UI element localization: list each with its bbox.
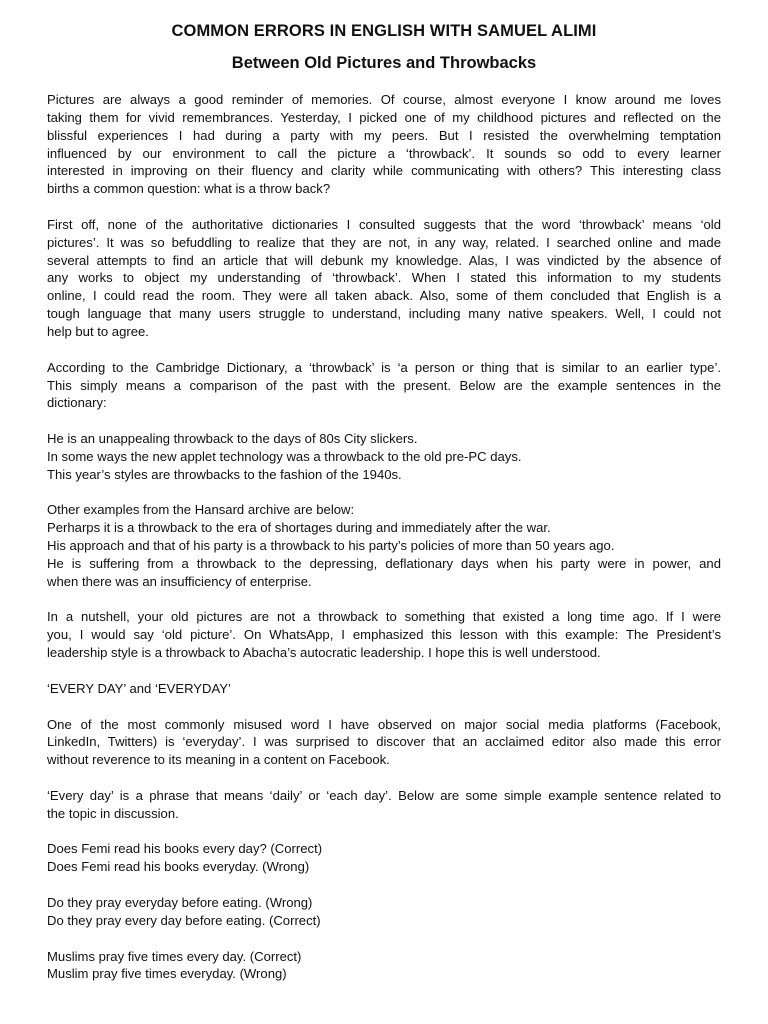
example-sentence: Perharps it is a throwback to the era of shortages during and immediately after the war. <box>47 520 551 536</box>
example-sentence: when there was an insufficiency of enterprise. <box>47 573 312 589</box>
hansard-examples <box>47 501 721 590</box>
document-title: COMMON ERRORS IN ENGLISH WITH SAMUEL ALIMI <box>171 22 597 40</box>
paragraph-line: interested in improving on their fluency and clarity while communicating with others? This interesting class <box>47 163 721 179</box>
example-sentence: Do they pray everyday before eating. (Wrong) <box>47 894 313 910</box>
example-sentence: He is an unappealing throwback to the days of 80s City slickers. <box>47 431 418 447</box>
example-sentence: Does Femi read his books everyday. (Wrong) <box>47 859 310 875</box>
example-sentence: He is suffering from a throwback to the depressing, deflationary days when his party were in power, and <box>47 555 721 571</box>
paragraph-line: taking them for vivid remembrances. Yesterday, I picked one of my childhood pictures and reflected on the <box>47 109 721 125</box>
section-heading: ‘EVERY DAY’ and ‘EVERYDAY’ <box>47 680 231 696</box>
example-pair <box>47 948 721 984</box>
paragraph-line: LinkedIn, Twitters) is ‘everyday’. I was surprised to discover that an acclaimed editor also made this error <box>47 734 721 750</box>
paragraph-line: According to the Cambridge Dictionary, a ‘throwback’ is ‘a person or thing that is similar to an earlier type’. <box>47 359 721 375</box>
example-sentence: Do they pray every day before eating. (Correct) <box>47 912 321 928</box>
paragraph-line: leadership style is a throwback to Abacha’s autocratic leadership. I hope this is well understood. <box>47 645 601 661</box>
example-sentence: Muslim pray five times everyday. (Wrong) <box>47 966 287 982</box>
example-sentence: In some ways the new applet technology was a throwback to the old pre-PC days. <box>47 448 522 464</box>
paragraph-line: tough language that many users struggle to understand, including many native speakers. Well, I could not <box>47 306 721 322</box>
example-pair <box>47 894 721 930</box>
document-body <box>47 91 721 983</box>
paragraph-line: One of the most commonly misused word I have observed on major social media platforms (Facebook, <box>47 716 721 732</box>
paragraph-line: several attempts to find an article that will debunk my knowledge. Alas, I was vindicted by the absence of <box>47 252 721 268</box>
paragraph-line: blissful experiences I had during a party with my peers. But I resisted the overwhelming temptation <box>47 127 721 143</box>
paragraph-dictionaries <box>47 216 721 341</box>
paragraph-line: the topic in discussion. <box>47 805 179 821</box>
paragraph-misused <box>47 716 721 770</box>
paragraph-line: without reverence to its meaning in a content on Facebook. <box>47 752 390 768</box>
paragraph-line: births a common question: what is a throw back? <box>47 181 331 197</box>
paragraph-line: influenced by our environment to call the picture a ‘throwback’. It sounds so odd to every learner <box>47 145 721 161</box>
example-sentence: Muslims pray five times every day. (Correct) <box>47 948 302 964</box>
paragraph-line: help but to agree. <box>47 323 149 339</box>
hansard-intro: Other examples from the Hansard archive are below: <box>47 502 355 518</box>
document-subtitle: Between Old Pictures and Throwbacks <box>231 54 537 72</box>
example-sentence: His approach and that of his party is a throwback to his party’s policies of more than 50 years ago. <box>47 538 615 554</box>
cambridge-examples <box>47 430 721 484</box>
example-pair <box>47 840 721 876</box>
paragraph-intro <box>47 91 721 198</box>
paragraph-line: In a nutshell, your old pictures are not a throwback to something that existed a long time ago. If I were <box>47 609 721 625</box>
example-sentence: This year’s styles are throwbacks to the fashion of the 1940s. <box>47 466 402 482</box>
section-heading-everyday <box>47 680 721 698</box>
paragraph-cambridge <box>47 359 721 413</box>
example-sentence: Does Femi read his books every day? (Correct) <box>47 841 323 857</box>
paragraph-line: This simply means a comparison of the past with the present. Below are the example sentences in the <box>47 377 721 393</box>
paragraph-line: Pictures are always a good reminder of memories. Of course, almost everyone I know around me loves <box>47 92 721 107</box>
paragraph-line: dictionary: <box>47 395 107 411</box>
paragraph-line: ‘Every day’ is a phrase that means ‘daily’ or ‘each day’. Below are some simple example sentence related to <box>47 787 721 803</box>
paragraph-line: any works to object my understanding of ‘throwback’. When I stated this information to my students <box>47 270 721 286</box>
paragraph-line: online, I could read the room. They were all taken aback. Also, some of them concluded that English is a <box>47 288 721 304</box>
paragraph-nutshell <box>47 608 721 662</box>
paragraph-line: pictures’. It was so befuddling to realize that they are not, in any way, related. I searched online and made <box>47 234 721 250</box>
paragraph-definition <box>47 787 721 823</box>
paragraph-line: First off, none of the authoritative dictionaries I consulted suggests that the word ‘throwback’ means ‘old <box>47 216 721 232</box>
paragraph-line: you, I would say ‘old picture’. On WhatsApp, I emphasized this lesson with this example: The President’s <box>47 627 721 643</box>
